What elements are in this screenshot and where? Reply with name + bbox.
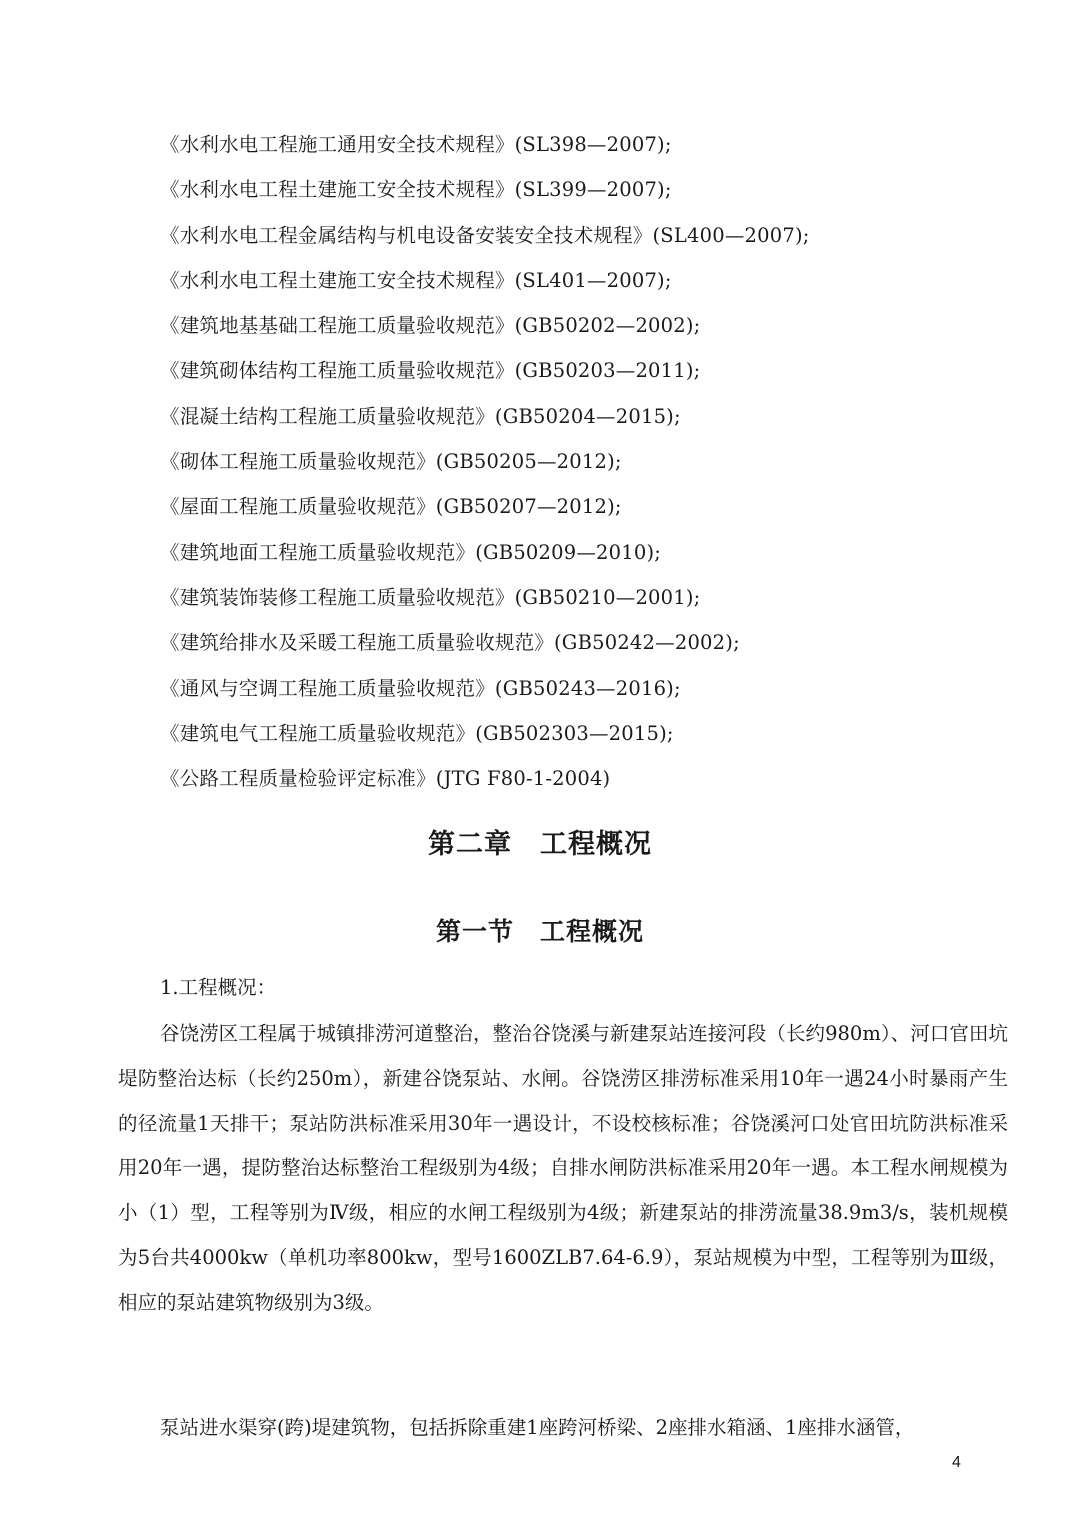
reference-item: 《建筑电气工程施工质量验收规范》(GB502303—2015); — [160, 721, 674, 745]
reference-item: 《建筑地面工程施工质量验收规范》(GB50209—2010); — [160, 540, 662, 564]
reference-item: 《水利水电工程施工通用安全技术规程》(SL398—2007); — [160, 133, 672, 156]
reference-item: 《混凝土结构工程施工质量验收规范》(GB50204—2015); — [160, 404, 681, 428]
reference-item: 《建筑给排水及采暖工程施工质量验收规范》(GB50242—2002); — [160, 631, 740, 655]
reference-item: 《建筑砌体结构工程施工质量验收规范》(GB50203—2011); — [160, 359, 701, 383]
reference-item: 《通风与空调工程施工质量验收规范》(GB50243—2016); — [160, 676, 681, 700]
reference-item: 《砌体工程施工质量验收规范》(GB50205—2012); — [160, 450, 622, 474]
page-number: 4 — [952, 1454, 961, 1471]
subheading: 1.工程概况： — [160, 976, 277, 999]
section-title: 第一节 工程概况 — [435, 917, 644, 946]
reference-item: 《水利水电工程金属结构与机电设备安装安全技术规程》(SL400—2007); — [160, 223, 810, 247]
reference-list — [160, 122, 1040, 801]
body-paragraph: 谷饶涝区工程属于城镇排涝河道整治，整治谷饶溪与新建泵站连接河段（长约980m）、河口官田坑堤防整治达标（长约250m），新建谷饶泵站、水闸。谷饶涝区排涝标准采用10年一遇24小时暴雨产生的径流量1天排干；泵站防洪标准采用30年一遇设计，不设校核标准；谷饶溪河口处官田坑防洪标准采用20年一遇，提防整治达标整治工程级别为4级；自排水闸防洪标准采用20年一遇。本工程水闸规模为小（1）型，工程等别为Ⅳ级，相应的水闸工程级别为4级；新建泵站的排涝流量38.9m3/s，装机规模为5台共4000kw（单机功率800kw，型号1600ZLB7.64-6.9），泵站规模为中型，工程等别为Ⅲ级，相应的泵站建筑物级别为3级。 — [118, 1022, 1008, 1314]
chapter-title: 第二章 工程概况 — [428, 829, 652, 860]
reference-item: 《屋面工程施工质量验收规范》(GB50207—2012); — [160, 495, 622, 519]
reference-item: 《建筑地基基础工程施工质量验收规范》(GB50202—2002); — [160, 314, 701, 338]
reference-item: 《建筑装饰装修工程施工质量验收规范》(GB50210—2001); — [160, 585, 701, 609]
body-paragraph-continued: 泵站进水渠穿(跨)堤建筑物，包括拆除重建1座跨河桥梁、2座排水箱涵、1座排水涵管， — [160, 1416, 915, 1439]
reference-item: 《公路工程质量检验评定标准》(JTG F80-1-2004) — [160, 767, 611, 791]
reference-item: 《水利水电工程土建施工安全技术规程》(SL399—2007); — [160, 178, 672, 202]
reference-item: 《水利水电工程土建施工安全技术规程》(SL401—2007); — [160, 268, 672, 292]
